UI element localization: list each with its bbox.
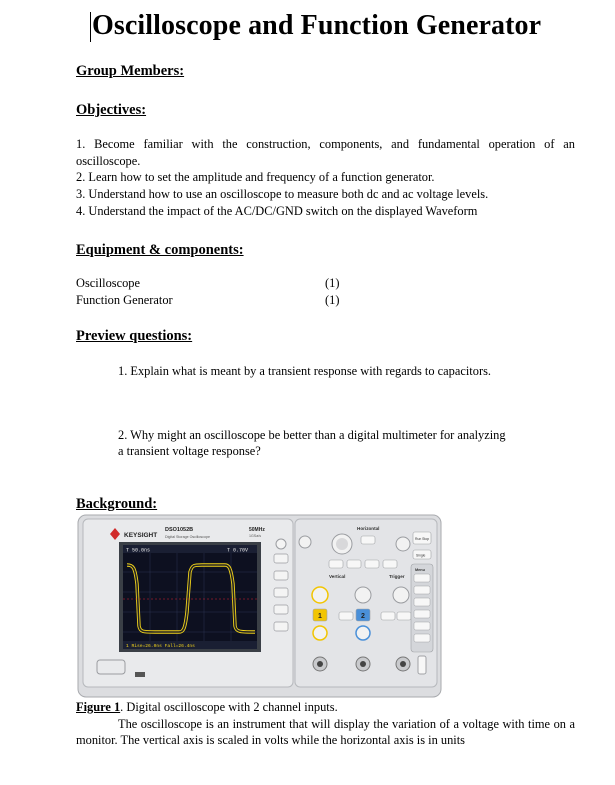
scope-model-sub: Digital Storage Oscilloscope	[165, 535, 210, 539]
background-heading: Background:	[76, 496, 158, 512]
objective-1: 1. Become familiar with the construction, components, and fundamental operation of an oscilloscope.	[76, 137, 575, 168]
figure-caption-text: . Digital oscilloscope with 2 channel inputs.	[120, 700, 338, 714]
preview-question-1: 1. Explain what is meant by a transient response with regards to capacitors.	[118, 364, 491, 378]
equipment-item-qty: (1)	[325, 276, 340, 290]
trigger-label: Trigger	[389, 574, 405, 579]
figure-caption	[76, 700, 338, 715]
oscilloscope-figure	[77, 514, 442, 698]
scope-rate: 1GSa/s	[249, 534, 261, 538]
text-cursor	[90, 12, 91, 42]
background-paragraph-text: The oscilloscope is an instrument that will display the variation of a voltage with time on a monitor. The vertical axis is scaled in volts while the horizontal axis is in units	[76, 717, 575, 747]
objective-4: 4. Understand the impact of the AC/DC/GND switch on the displayed Waveform	[76, 204, 478, 218]
scope-screen	[123, 545, 257, 649]
objectives-heading: Objectives:	[76, 102, 147, 118]
screen-trigger-level: T 0.70V	[227, 547, 249, 554]
screen-timebase: T 50.0ns	[126, 547, 151, 554]
page-title: Oscilloscope and Function Generator	[92, 10, 542, 41]
objective-3: 3. Understand how to use an oscilloscope to measure both dc and ac voltage levels.	[76, 187, 489, 201]
scope-model: DSO1052B	[165, 527, 194, 533]
preview-heading: Preview questions:	[76, 328, 193, 344]
screen-measurements: 1 Rise=26.0ns Fall=26.4ns	[126, 644, 195, 649]
equipment-item-qty: (1)	[325, 293, 340, 307]
run-stop-label: Run Stop	[415, 537, 430, 541]
menu-label: Menu	[415, 568, 425, 572]
vertical-label: Vertical	[329, 574, 346, 579]
equipment-item-name: Oscilloscope	[76, 276, 141, 290]
preview-question-2: 2. Why might an oscilloscope be better than a digital multimeter for analyzing a transient voltage response?	[118, 428, 506, 458]
single-label: Single	[416, 553, 426, 558]
scope-brand: KEYSIGHT	[124, 532, 158, 539]
figure-label: Figure 1	[76, 700, 121, 714]
ch1-button-label: 1	[318, 613, 322, 620]
horizontal-label: Horizontal	[357, 526, 380, 531]
equipment-item-name: Function Generator	[76, 293, 173, 307]
background-paragraph	[76, 716, 575, 748]
scope-bandwidth: 50MHz	[249, 527, 265, 533]
objective-2: 2. Learn how to set the amplitude and frequency of a function generator.	[76, 170, 435, 184]
equipment-heading: Equipment & components:	[76, 242, 244, 258]
ch2-button-label: 2	[361, 613, 365, 620]
group-members-heading: Group Members:	[76, 63, 185, 79]
